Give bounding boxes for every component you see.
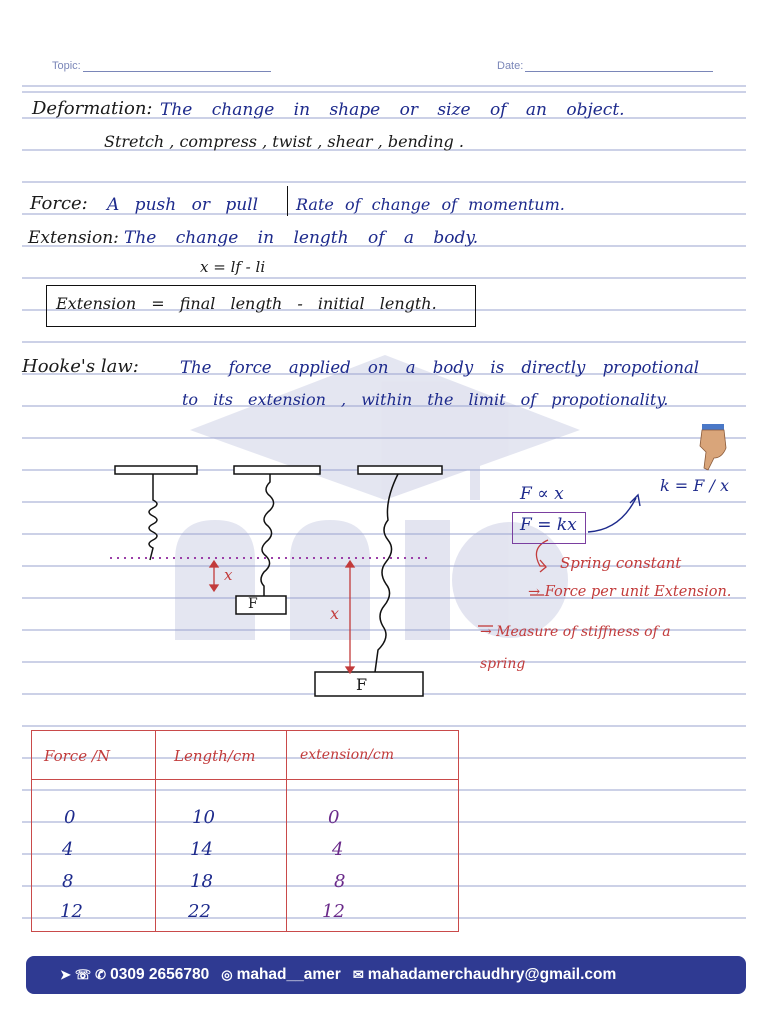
force-divider (287, 186, 288, 216)
mass-small-label: F (248, 596, 258, 612)
mass-large (315, 672, 423, 696)
data-table (31, 730, 459, 932)
pointer-hand-icon (700, 424, 726, 470)
table-cell: 18 (190, 871, 213, 892)
table-cell: 8 (334, 871, 346, 892)
email-icon: ✉ (352, 967, 364, 982)
spring-3 (375, 474, 398, 672)
table-cell: 0 (328, 807, 340, 828)
table-cell: 4 (62, 839, 74, 860)
force-term: Force: (30, 193, 88, 214)
extension-term: Extension: (28, 228, 119, 248)
table-cell: 14 (190, 839, 213, 860)
contact-footer (26, 956, 746, 994)
extension-definition: The change in length of a body. (124, 228, 479, 248)
telegram-icon: ➤ (60, 967, 71, 982)
whatsapp-icon: ✆ (95, 967, 107, 982)
table-header: Length/cm (174, 747, 256, 765)
hookes-law-term: Hooke's law: (22, 356, 139, 377)
instagram-handle[interactable]: mahad__amer (236, 966, 341, 983)
support-2 (234, 466, 320, 474)
spring-2 (261, 474, 274, 596)
hooke-equation: F = kx (520, 515, 577, 535)
support-1 (115, 466, 197, 474)
deformation-types: Stretch , compress , twist , shear , bending . (104, 132, 464, 151)
table-cell: 12 (322, 901, 345, 922)
table-cell: 4 (332, 839, 344, 860)
force-alt-definition: Rate of change of momentum. (296, 195, 565, 214)
table-cell: 8 (62, 871, 74, 892)
proportional-relation: F ∝ x (520, 484, 564, 504)
deformation-term: Deformation: (32, 98, 153, 119)
table-cell: 10 (192, 807, 215, 828)
phone-number[interactable]: 0309 2656780 (110, 966, 210, 983)
date-label: Date: (497, 60, 524, 72)
table-header: extension/cm (300, 747, 395, 763)
extension-large-label: x (330, 604, 340, 623)
table-cell: 0 (64, 807, 76, 828)
topic-label: Topic: (52, 60, 81, 72)
date-field (497, 60, 713, 72)
topic-field (52, 60, 271, 72)
mass-large-label: F (356, 675, 368, 694)
table-header: Force /N (44, 747, 111, 765)
extension-boxed-formula: Extension = final length - initial length. (56, 294, 437, 313)
instagram-icon: ◎ (221, 967, 233, 982)
extension-formula: x = lf - li (200, 258, 266, 276)
note-stiffness: → Measure of stiffness of a spring (480, 624, 671, 672)
k-formula: k = F / x (660, 476, 729, 495)
mass-small (236, 596, 286, 614)
k-arrow (588, 498, 636, 532)
hookes-law-line2: to its extension , within the limit of propotionality. (182, 390, 669, 409)
phone-icon: ☏ (74, 967, 92, 982)
table-cell: 12 (60, 901, 83, 922)
hookes-law-line1: The force applied on a body is directly propotional (180, 358, 700, 377)
deformation-definition: The change in shape or size of an object. (160, 100, 625, 120)
spring-1 (149, 474, 157, 560)
email-address[interactable]: mahadamerchaudhry@gmail.com (367, 966, 617, 983)
force-definition: A push or pull (107, 195, 259, 215)
extension-small-label: x (224, 566, 233, 584)
note-spring-constant: Spring constant (560, 554, 682, 572)
note-force-per-unit: → Force per unit Extension. (528, 584, 732, 600)
support-3 (358, 466, 442, 474)
table-cell: 22 (188, 901, 211, 922)
